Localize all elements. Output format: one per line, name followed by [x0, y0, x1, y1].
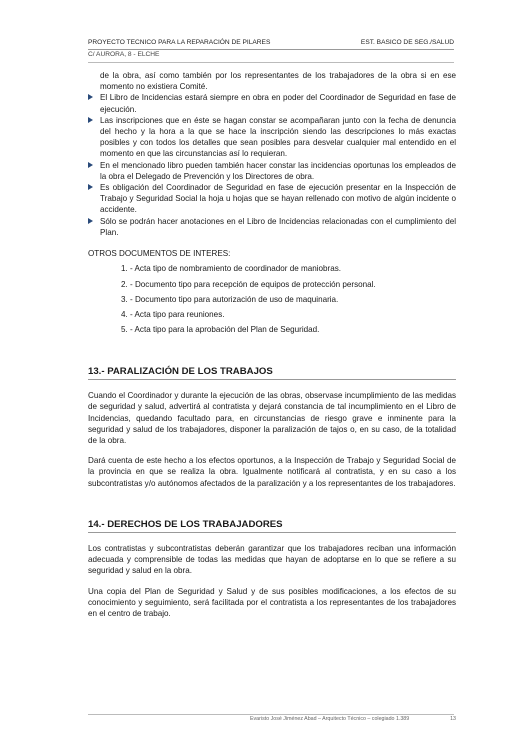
triangle-bullet-icon	[88, 94, 93, 100]
bullet-item	[88, 216, 456, 238]
section-14-heading: 14.- DERECHOS DE LOS TRABAJADORES	[88, 519, 456, 533]
other-documents-title: OTROS DOCUMENTOS DE INTERES:	[88, 249, 231, 259]
header-project-title: PROYECTO TECNICO PARA LA REPARACIÓN DE PILARES	[88, 39, 271, 46]
header-doc-type: EST. BASICO DE SEG./SALUD	[360, 39, 454, 46]
continued-paragraph: de la obra, así como también por los representantes de los trabajadores de la obra si en ese momento no existiera Comité.	[100, 71, 456, 92]
section-13-paragraph: Cuando el Coordinador y durante la ejecución de las obras, observase incumplimiento de las medidas de seguridad y salud, advertirá al contratista y dejará constancia de tal incumplimiento en el Libro de Incidencias, quedando facultado para, en circunstancias de riesgo grave e inminente para la seguridad y salud de los trabajadores, disponer la paralización de tajos o, en su caso, de la totalidad de la obra.	[88, 391, 456, 445]
bullet-text: El Libro de Incidencias estará siempre en obra en poder del Coordinador de Seguridad en fase de ejecución.	[100, 93, 456, 114]
bullet-text: Sólo se podrán hacer anotaciones en el Libro de Incidencias relacionadas con el cumplimiento del Plan.	[100, 216, 456, 237]
bullet-item	[88, 160, 456, 182]
section-13-heading: 13.- PARALIZACIÓN DE LOS TRABAJOS	[88, 366, 456, 380]
bullet-item	[88, 115, 456, 160]
header-divider-bottom	[88, 62, 454, 63]
header-address: C/ AURORA, 8 - ELCHE	[88, 51, 160, 58]
list-item: 1. - Acta tipo de nombramiento de coordinador de maniobras.	[121, 264, 342, 274]
section-14-paragraph: Una copia del Plan de Seguridad y Salud y de sus posibles modificaciones, a los efectos de su conocimiento y seguimiento, será facilitada por el contratista a los representantes de los trabajadores en el centro de trabajo.	[88, 586, 456, 618]
page-body	[88, 70, 456, 619]
triangle-bullet-icon	[88, 184, 93, 190]
triangle-bullet-icon	[88, 117, 93, 123]
bullet-text: Es obligación del Coordinador de Seguridad en fase de ejecución presentar en la Inspección de Trabajo y Seguridad Social la hoja u hojas que se hayan rellenado con motivo de algún incidente o accidente.	[100, 183, 456, 215]
page-header	[88, 39, 454, 46]
bullet-item	[88, 182, 456, 216]
footer-author: Evaristo José Jiménez Abad – Arquitecto Técnico – colegiado 1.389	[250, 716, 410, 722]
page-footer	[250, 716, 456, 722]
list-item: 5. - Acta tipo para la aprobación del Plan de Seguridad.	[121, 325, 320, 335]
footer-divider	[88, 714, 454, 715]
section-13-paragraph: Dará cuenta de este hecho a los efectos oportunos, a la Inspección de Trabajo y Seguridad Social de la provincia en que se realiza la obra. Igualmente notificará al contratista, y en su caso a los subcontratistas y/o autónomos afectados de la paralización y a los representantes de los trabajadores.	[88, 456, 456, 488]
section-14-paragraph: Los contratistas y subcontratistas deberán garantizar que los trabajadores reciban una información adecuada y comprensible de todas las medidas que hayan de adoptarse en lo que se refiere a su seguridad y salud en la obra.	[88, 543, 456, 576]
bullet-text: Las inscripciones que en éste se hagan constar se acompañaran junto con la fecha de denuncia del hecho y la hora a la que se hace la inscripción siendo las descripciones lo más exactas posibles y con todos los detalles que sean posibles para desvelar cualquier mal entendido en el momento en que las circunstancias así lo requieran.	[100, 115, 456, 159]
list-item: 4. - Acta tipo para reuniones.	[121, 310, 225, 320]
triangle-bullet-icon	[88, 162, 93, 168]
header-divider	[88, 49, 454, 50]
bullet-item	[88, 92, 456, 114]
list-item: 2. - Documento tipo para recepción de equipos de protección personal.	[121, 279, 376, 289]
list-item: 3. - Documento tipo para autorización de uso de maquinaria.	[121, 294, 339, 304]
bullet-text: En el mencionado libro pueden también hacer constar las incidencias oportunas los empleados de la obra el Delegado de Prevención y los Directores de obra.	[100, 160, 456, 181]
page-number: 13	[450, 716, 456, 722]
triangle-bullet-icon	[88, 218, 93, 224]
other-documents-list	[88, 264, 456, 336]
